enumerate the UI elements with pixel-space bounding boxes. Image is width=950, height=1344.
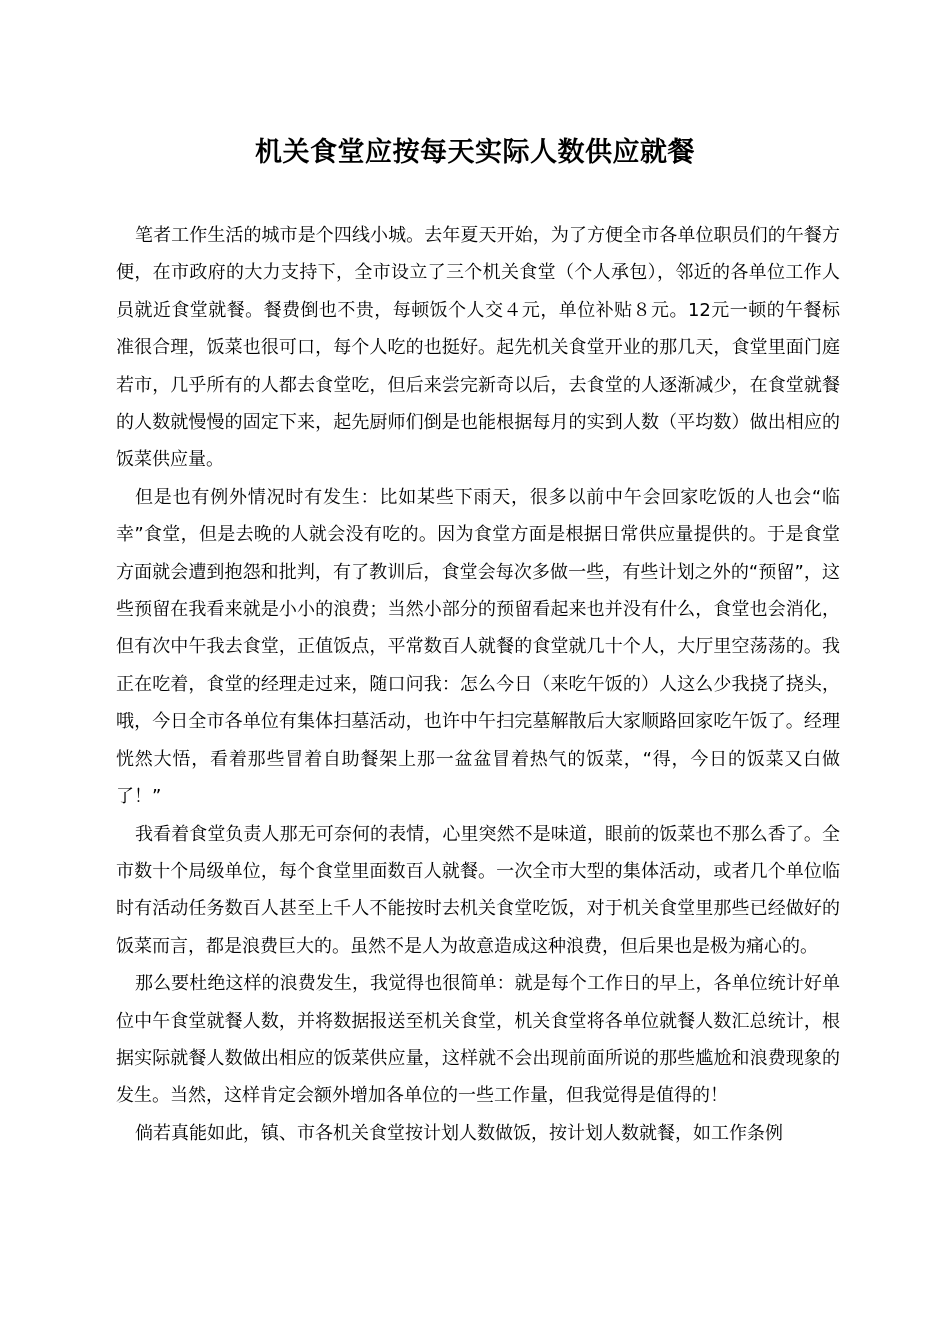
article-body — [116, 217, 840, 1152]
paragraph-3: 我看着食堂负责人那无可奈何的表情，心里突然不是味道，眼前的饭菜也不那么香了。全市数十个局级单位，每个食堂里面数百人就餐。一次全市大型的集体活动，或者几个单位临时有活动任务数百人甚至上千人不能按时去机关食堂吃饭，对于机关食堂里那些已经做好的饭菜而言，都是浪费巨大的。虽然不是人为故意造成这种浪费，但后果也是极为痛心的。 — [116, 823, 840, 957]
page-title: 机关食堂应按每天实际人数供应就餐 — [255, 137, 695, 168]
paragraph-5: 倘若真能如此，镇、市各机关食堂按计划人数做饭，按计划人数就餐，如工作条例 — [135, 1122, 783, 1144]
paragraph-1: 笔者工作生活的城市是个四线小城。去年夏天开始，为了方便全市各单位职员们的午餐方便，在市政府的大力支持下，全市设立了三个机关食堂（个人承包），邻近的各单位工作人员就近食堂就餐。餐费倒也不贵，每顿饭个人交４元，单位补贴８元。12元一顿的午餐标准很合理，饭菜也很可口，每个人吃的也挺好。起先机关食堂开业的那几天，食堂里面门庭若市，几乎所有的人都去食堂吃，但后来尝完新奇以后，去食堂的人逐渐减少，在食堂就餐的人数就慢慢的固定下来，起先厨师们倒是也能根据每月的实到人数（平均数）做出相应的饭菜供应量。 — [116, 225, 840, 471]
paragraph-4: 那么要杜绝这样的浪费发生，我觉得也很简单：就是每个工作日的早上，各单位统计好单位中午食堂就餐人数，并将数据报送至机关食堂，机关食堂将各单位就餐人数汇总统计，根据实际就餐人数做出相应的饭菜供应量，这样就不会出现前面所说的那些尴尬和浪费现象的发生。当然，这样肯定会额外增加各单位的一些工作量，但我觉得是值得的！ — [116, 973, 840, 1107]
paragraph-2: 但是也有例外情况时有发生：比如某些下雨天，很多以前中午会回家吃饭的人也会“临幸”食堂，但是去晚的人就会没有吃的。因为食堂方面是根据日常供应量提供的。于是食堂方面就会遭到抱怨和批判，有了教训后，食堂会每次多做一些，有些计划之外的“预留”，这些预留在我看来就是小小的浪费；当然小部分的预留看起来也并没有什么，食堂也会消化，但有次中午我去食堂，正值饭点，平常数百人就餐的食堂就几十个人，大厅里空荡荡的。我正在吃着，食堂的经理走过来，随口问我：怎么今日（来吃午饭的）人这么少我挠了挠头，哦，今日全市各单位有集体扫墓活动，也许中午扫完墓解散后大家顺路回家吃午饭了。经理恍然大悟，看着那些冒着自助餐架上那一盆盆冒着热气的饭菜，“得，今日的饭菜又白做了！” — [116, 486, 840, 808]
